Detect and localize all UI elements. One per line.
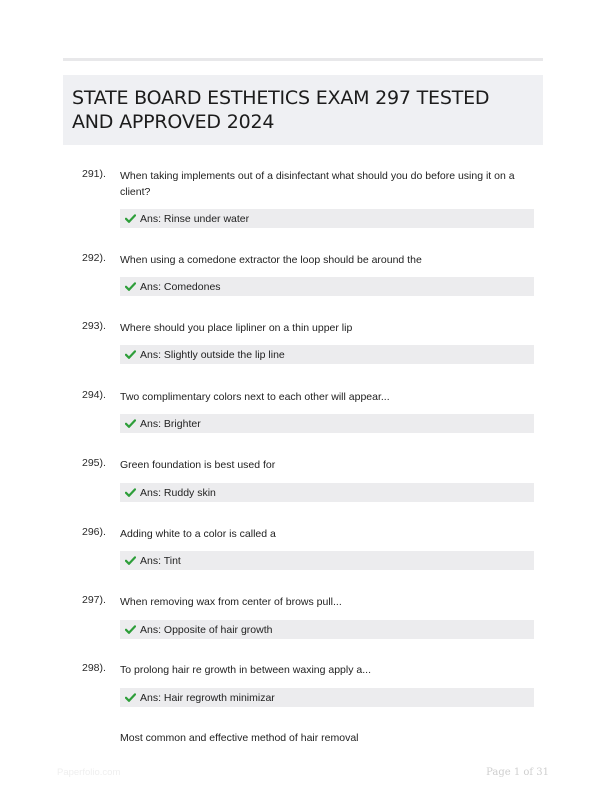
- answer-box: [120, 209, 534, 228]
- question-text: To prolong hair re growth in between waxing apply a...: [120, 664, 371, 676]
- answer-text: Ans: Ruddy skin: [140, 486, 216, 499]
- answer-box: [120, 414, 534, 433]
- question-number: 295).: [82, 457, 106, 469]
- check-icon: [125, 555, 136, 566]
- question-text: When using a comedone extractor the loop should be around the: [120, 254, 422, 266]
- answer-text: Ans: Brighter: [140, 417, 201, 430]
- question-number: 293).: [82, 320, 106, 332]
- answer-box: [120, 277, 534, 296]
- question-number: 294).: [82, 389, 106, 401]
- trailing-question-text: Most common and effective method of hair removal: [120, 732, 359, 744]
- answer-box: [120, 345, 534, 364]
- answer-text: Ans: Comedones: [140, 280, 221, 293]
- answer-box: [120, 483, 534, 502]
- question-number: 291).: [82, 168, 106, 180]
- question-text: Two complimentary colors next to each other will appear...: [120, 391, 390, 403]
- question-text: When removing wax from center of brows pull...: [120, 596, 342, 608]
- question-text: Green foundation is best used for: [120, 459, 276, 471]
- check-icon: [125, 692, 136, 703]
- answer-box: [120, 688, 534, 707]
- question-number: 296).: [82, 526, 106, 538]
- answer-box: [120, 551, 534, 570]
- answer-text: Ans: Slightly outside the lip line: [140, 348, 285, 361]
- page-number: Page 1 of 31: [486, 767, 549, 778]
- page-title: STATE BOARD ESTHETICS EXAM 297 TESTED AND APPROVED 2024: [72, 87, 490, 133]
- top-divider: [63, 58, 543, 61]
- question-text: When taking implements out of a disinfectant what should you do before using it on a client?: [120, 170, 515, 198]
- question-text: Adding white to a color is called a: [120, 528, 276, 540]
- question-number: 292).: [82, 252, 106, 264]
- check-icon: [125, 349, 136, 360]
- check-icon: [125, 418, 136, 429]
- question-number: 297).: [82, 594, 106, 606]
- check-icon: [125, 487, 136, 498]
- question-number: 298).: [82, 662, 106, 674]
- footer-watermark: Paperfolio.com: [57, 767, 121, 778]
- check-icon: [125, 213, 136, 224]
- check-icon: [125, 624, 136, 635]
- answer-text: Ans: Hair regrowth minimizar: [140, 691, 275, 704]
- title-banner: [63, 75, 543, 145]
- answer-text: Ans: Opposite of hair growth: [140, 623, 273, 636]
- answer-text: Ans: Rinse under water: [140, 212, 250, 225]
- answer-box: [120, 620, 534, 639]
- question-text: Where should you place lipliner on a thin upper lip: [120, 322, 353, 334]
- answer-text: Ans: Tint: [140, 554, 181, 567]
- check-icon: [125, 281, 136, 292]
